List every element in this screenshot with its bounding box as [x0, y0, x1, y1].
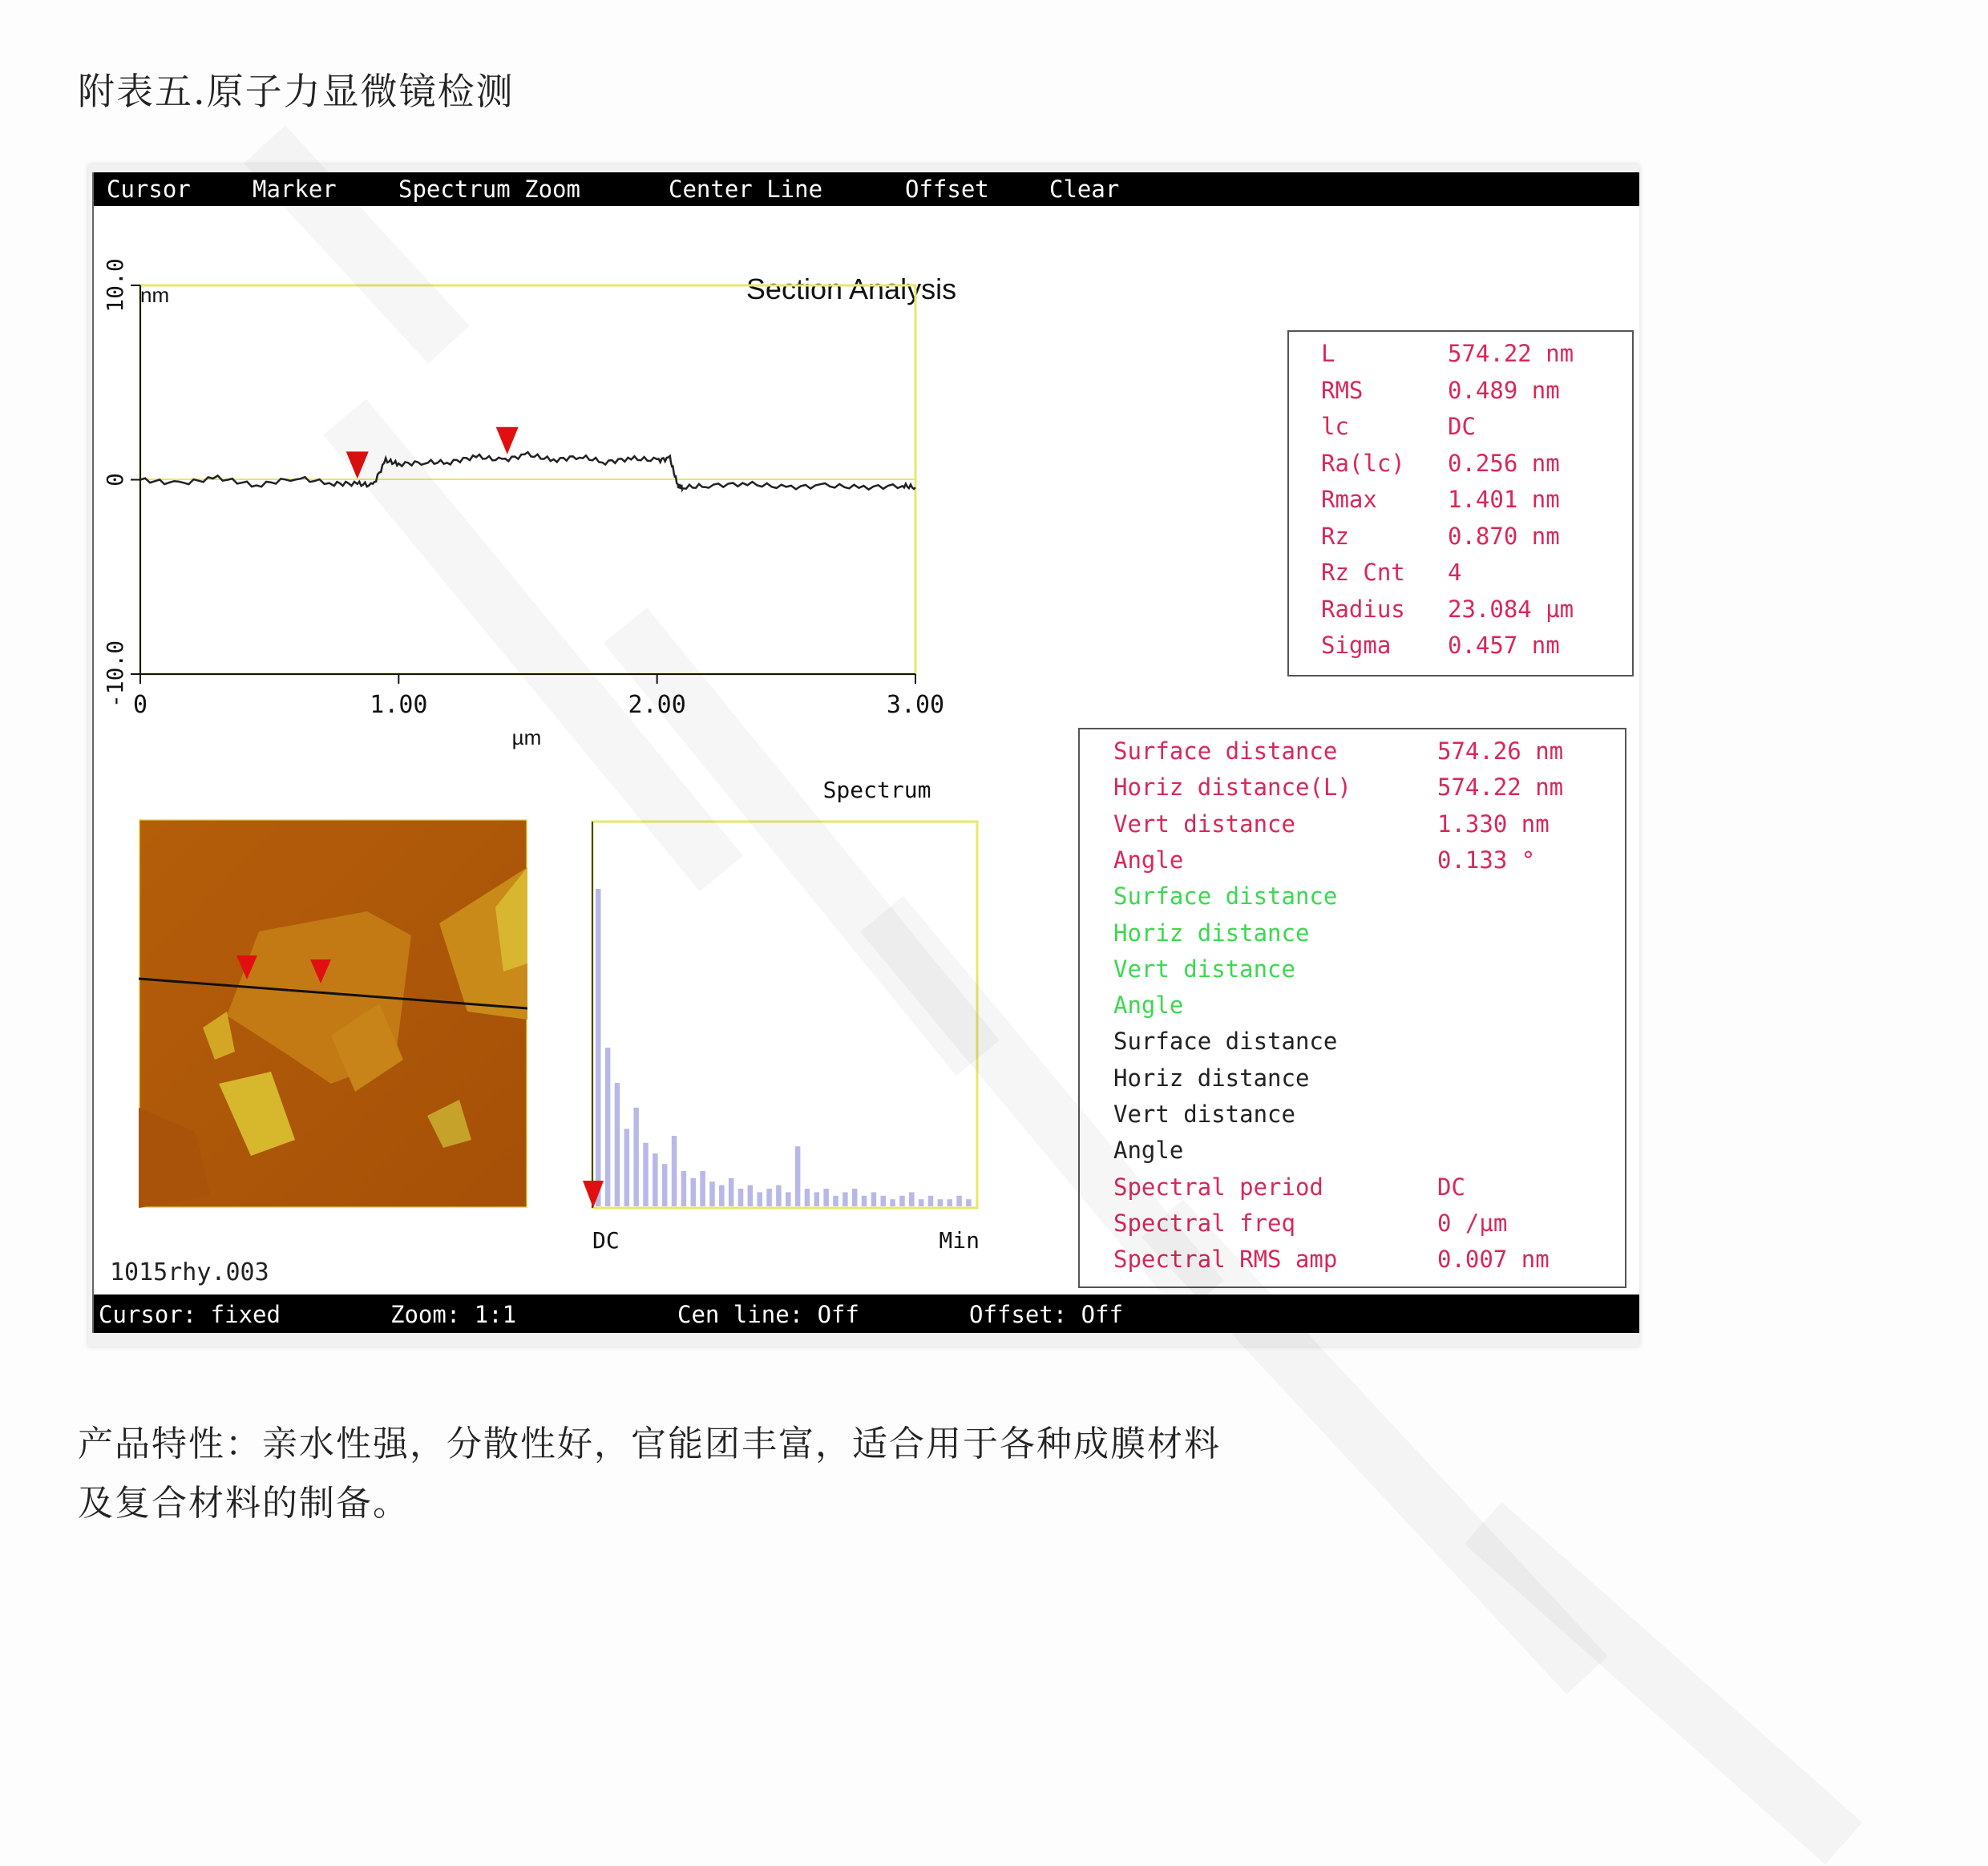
- measurement-label: Vert distance: [1113, 810, 1295, 838]
- x-tick-label: 0: [132, 691, 148, 719]
- spectrum-x-label-min: Min: [939, 1227, 980, 1254]
- document-heading: 附表五.原子力显微镜检测: [78, 70, 515, 113]
- spectrum-bar: [862, 1196, 867, 1206]
- stat-label: lc: [1321, 413, 1349, 440]
- spectrum-bar: [814, 1192, 820, 1206]
- spectrum-bar: [909, 1192, 915, 1206]
- section-analysis-window: [92, 172, 1639, 1333]
- measurement-value: 574.22 nm: [1437, 773, 1564, 802]
- spectrum-bar: [700, 1171, 705, 1206]
- spectrum-bar: [633, 1108, 639, 1206]
- spectrum-bar: [776, 1185, 782, 1206]
- roughness-stats-panel: [1287, 330, 1634, 677]
- measurement-label: Spectral freq: [1113, 1209, 1295, 1237]
- spectrum-bar: [823, 1189, 829, 1206]
- x-tick-label: 1.00: [370, 691, 428, 719]
- spectrum-bar: [738, 1189, 744, 1206]
- image-filename: 1015rhy.003: [110, 1258, 269, 1286]
- afm-height-image[interactable]: [139, 819, 527, 1208]
- spectrum-title: Spectrum: [822, 777, 931, 803]
- stat-value: 4: [1448, 559, 1462, 586]
- measurement-label: Surface distance: [1113, 737, 1338, 765]
- stat-value: 574.22 nm: [1448, 340, 1574, 367]
- menu-item-marker[interactable]: Marker: [253, 176, 337, 203]
- measurement-label: Spectral period: [1113, 1173, 1323, 1201]
- spectrum-bar: [719, 1185, 725, 1206]
- y-tick-label: 0: [102, 473, 128, 487]
- measurement-label: Angle: [1113, 1137, 1184, 1165]
- stat-label: L: [1321, 340, 1335, 367]
- stat-label: Rmax: [1321, 486, 1377, 513]
- measurement-label: Spectral RMS amp: [1113, 1246, 1338, 1274]
- stat-value: 0.256 nm: [1448, 449, 1560, 477]
- spectrum-bar: [795, 1146, 801, 1206]
- measurement-value: DC: [1437, 1173, 1465, 1201]
- stat-value: 0.870 nm: [1448, 522, 1560, 550]
- marker-triangle-icon: [496, 427, 519, 454]
- stat-value: 1.401 nm: [1448, 486, 1560, 513]
- stat-value: 0.489 nm: [1448, 376, 1560, 404]
- spectrum-bar: [966, 1199, 972, 1206]
- x-axis-unit-label: µm: [511, 725, 542, 749]
- x-ticks: [133, 674, 944, 719]
- status-bar: [94, 1294, 1639, 1333]
- spectrum-bar: [938, 1199, 943, 1206]
- profile-line: [140, 452, 915, 490]
- measurement-label: Horiz distance: [1113, 1064, 1310, 1092]
- product-text-line: 产品特性：亲水性强，分散性好，官能团丰富，适合用于各种成膜材料: [78, 1424, 1221, 1464]
- spectrum-plot-frame: [592, 822, 977, 1208]
- menu-item-cursor[interactable]: Cursor: [107, 176, 191, 203]
- spectrum-bar: [805, 1189, 810, 1206]
- measurement-label: Surface distance: [1113, 1028, 1338, 1056]
- stat-label: Ra(lc): [1321, 449, 1405, 477]
- measurement-label: Horiz distance(L): [1113, 773, 1352, 802]
- status-cursor: Cursor: fixed: [99, 1301, 281, 1328]
- spectrum-bar: [833, 1196, 838, 1206]
- spectrum-bar: [842, 1192, 848, 1206]
- stat-label: RMS: [1321, 376, 1364, 404]
- stat-value: 23.084 µm: [1448, 595, 1574, 623]
- spectrum-bar: [662, 1164, 668, 1206]
- menu-item-center-line[interactable]: Center Line: [669, 176, 823, 203]
- stat-label: Rz Cnt: [1321, 559, 1405, 586]
- spectrum-bar: [928, 1196, 934, 1206]
- stat-label: Rz: [1321, 522, 1349, 550]
- profile-markers: [346, 427, 519, 479]
- stat-value: DC: [1448, 413, 1476, 440]
- spectrum-bar: [615, 1083, 620, 1206]
- measurement-label: Angle: [1113, 846, 1184, 874]
- stat-label: Sigma: [1321, 632, 1392, 659]
- x-tick-label: 2.00: [628, 691, 686, 719]
- chart-title: Section Analysis: [746, 273, 957, 305]
- status-zoom: Zoom: 1:1: [390, 1301, 517, 1328]
- spectrum-bar: [681, 1171, 687, 1206]
- spectrum-bar: [757, 1192, 762, 1206]
- spectrum-bar: [624, 1129, 630, 1206]
- measurement-label: Angle: [1113, 992, 1184, 1020]
- measurement-value: 0.133 °: [1437, 846, 1536, 874]
- spectrum-bar: [871, 1192, 877, 1206]
- spectrum-bar: [748, 1185, 754, 1206]
- x-tick-label: 3.00: [886, 691, 945, 719]
- menu-bar: [94, 172, 1639, 206]
- spectrum-bar: [605, 1048, 611, 1206]
- measurement-label: Surface distance: [1113, 883, 1338, 911]
- y-tick-label: -10.0: [102, 640, 128, 709]
- spectrum-bar: [653, 1153, 658, 1206]
- measurement-value: 1.330 nm: [1437, 810, 1550, 838]
- menu-item-spectrum-zoom[interactable]: Spectrum Zoom: [398, 176, 580, 203]
- measurement-label: Vert distance: [1113, 1101, 1295, 1128]
- product-description: [78, 1415, 1221, 1533]
- spectrum-bar: [672, 1136, 677, 1206]
- spectrum-bar: [596, 889, 601, 1206]
- spectrum-bar: [729, 1178, 734, 1206]
- spectrum-bar: [766, 1189, 772, 1206]
- y-axis-unit-label: nm: [140, 283, 170, 307]
- status-offset: Offset: Off: [969, 1301, 1124, 1328]
- spectrum-bar: [709, 1181, 715, 1206]
- spectrum-x-label-dc: DC: [592, 1227, 620, 1254]
- measurement-value: 0.007 nm: [1437, 1246, 1550, 1274]
- spectrum-bar: [919, 1199, 924, 1206]
- spectrum-bar: [890, 1199, 895, 1206]
- status-cen-line: Cen line: Off: [677, 1301, 859, 1328]
- spectrum-chart: [575, 765, 1088, 1254]
- spectrum-bar: [691, 1178, 697, 1206]
- spectrum-bar: [899, 1196, 905, 1206]
- spectrum-bar: [852, 1189, 858, 1206]
- menu-item-clear[interactable]: Clear: [1049, 176, 1120, 203]
- measurement-label: Vert distance: [1113, 955, 1295, 983]
- y-ticks: [102, 258, 140, 708]
- stat-label: Radius: [1321, 595, 1405, 623]
- measurement-label: Horiz distance: [1113, 919, 1310, 947]
- measurement-value: 574.26 nm: [1437, 737, 1564, 765]
- spectrum-bar: [956, 1196, 962, 1206]
- spectrum-bar: [643, 1143, 649, 1206]
- measurement-value: 0 /µm: [1437, 1209, 1508, 1237]
- stat-value: 0.457 nm: [1448, 632, 1560, 659]
- measurement-panel: [1078, 728, 1626, 1288]
- menu-item-offset[interactable]: Offset: [905, 176, 989, 203]
- marker-triangle-icon: [346, 451, 369, 479]
- spectrum-bar: [881, 1196, 887, 1206]
- product-text-line: 及复合材料的制备。: [78, 1483, 410, 1524]
- spectrum-bars: [596, 889, 972, 1206]
- y-tick-label: 10.0: [102, 258, 128, 313]
- spectrum-bar: [786, 1192, 791, 1206]
- spectrum-bar: [947, 1199, 952, 1206]
